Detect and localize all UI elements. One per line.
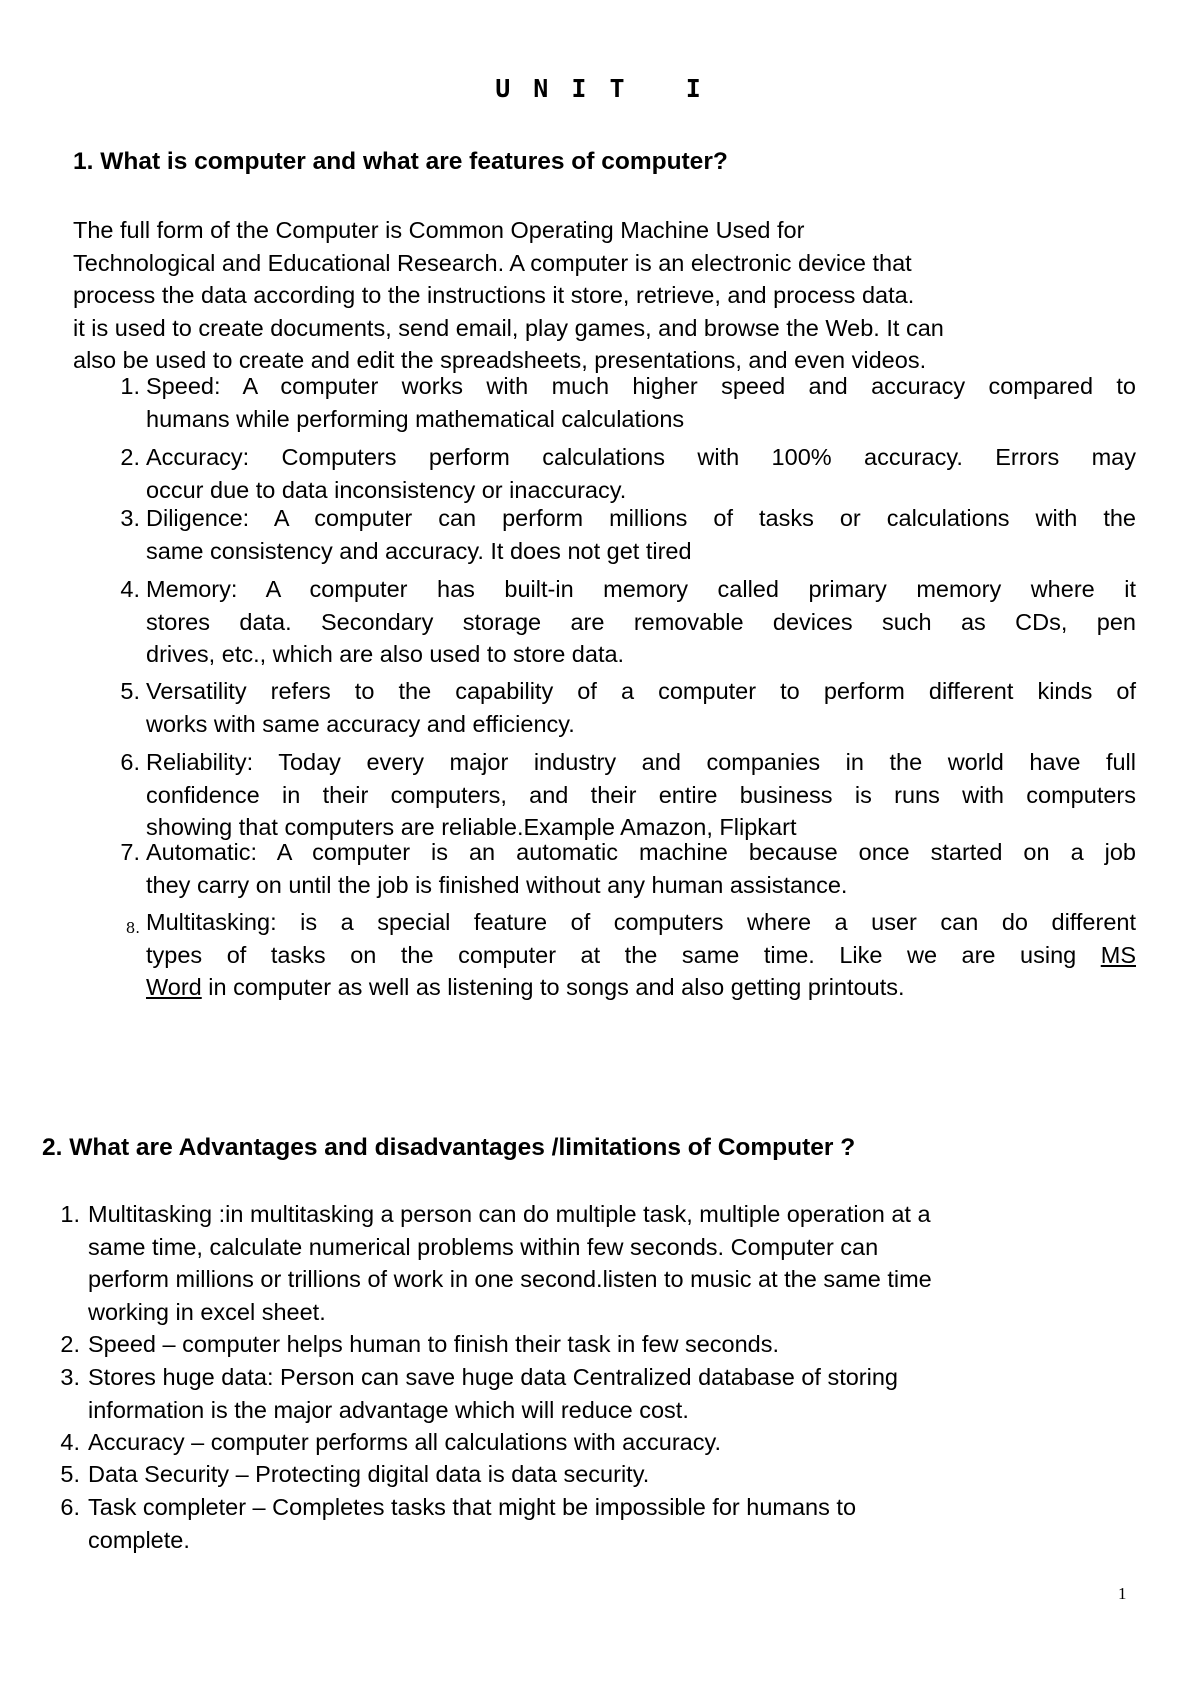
feature-line: Automatic: A computer is an automatic machine because once started on a job bbox=[146, 839, 1136, 865]
list-number: 4. bbox=[120, 576, 140, 602]
list-number: 7. bbox=[120, 839, 140, 865]
advantage-line: Stores huge data: Person can save huge data Centralized database of storing bbox=[88, 1364, 898, 1390]
feature-line: Multitasking: is a special feature of computers where a user can do different bbox=[146, 909, 1136, 935]
intro-line: Technological and Educational Research. A computer is an electronic device that bbox=[73, 249, 912, 276]
advantage-line: perform millions or trillions of work in one second.listen to music at the same time bbox=[88, 1266, 932, 1292]
feature-line: Reliability: Today every major industry and companies in the world have full bbox=[146, 749, 1136, 775]
list-number: 6. bbox=[60, 1494, 80, 1520]
feature-line: Accuracy: Computers perform calculations with 100% accuracy. Errors may bbox=[146, 444, 1136, 470]
intro-line: it is used to create documents, send email, play games, and browse the Web. It can bbox=[73, 314, 944, 341]
ms-word-link-part2[interactable]: Word bbox=[146, 974, 202, 1000]
advantage-line: Speed – computer helps human to finish their task in few seconds. bbox=[88, 1331, 780, 1357]
unit-title: U N I T I bbox=[495, 74, 705, 103]
list-number: 2. bbox=[120, 444, 140, 470]
question-1-intro-paragraph bbox=[73, 214, 1143, 377]
list-number: 3. bbox=[60, 1364, 80, 1390]
ms-word-link-part1[interactable]: MS bbox=[1100, 941, 1136, 968]
feature-line: Memory: A computer has built-in memory called primary memory where it bbox=[146, 576, 1136, 602]
intro-line: process the data according to the instructions it store, retrieve, and process data. bbox=[73, 282, 915, 308]
feature-line: works with same accuracy and efficiency. bbox=[146, 710, 575, 737]
advantage-line: complete. bbox=[88, 1526, 190, 1553]
feature-line bbox=[146, 971, 1136, 1004]
advantage-line: Task completer – Completes tasks that might be impossible for humans to bbox=[88, 1494, 857, 1520]
question-2-heading: 2. What are Advantages and disadvantages /limitations of Computer ? bbox=[42, 1134, 856, 1161]
list-number: 4. bbox=[60, 1429, 80, 1455]
advantage-line: working in excel sheet. bbox=[88, 1298, 326, 1325]
list-number: 8. bbox=[125, 919, 140, 937]
feature-line: Speed: A computer works with much higher speed and accuracy compared to bbox=[146, 373, 1136, 399]
intro-line: also be used to create and edit the spreadsheets, presentations, and even videos. bbox=[73, 347, 927, 373]
question-1-heading: 1. What is computer and what are features of computer? bbox=[73, 148, 728, 175]
list-number: 5. bbox=[60, 1461, 80, 1487]
list-number: 5. bbox=[120, 678, 140, 704]
feature-line: Diligence: A computer can perform millions of tasks or calculations with the bbox=[146, 505, 1136, 531]
feature-line: showing that computers are reliable.Example Amazon, Flipkart bbox=[146, 814, 797, 840]
feature-line: humans while performing mathematical calculations bbox=[146, 405, 685, 432]
feature-line: confidence in their computers, and their entire business is runs with computers bbox=[146, 781, 1136, 808]
advantage-line: same time, calculate numerical problems within few seconds. Computer can bbox=[88, 1233, 879, 1260]
page-number: 1 bbox=[1118, 1584, 1127, 1603]
list-number: 1. bbox=[120, 373, 140, 399]
feature-line-text: in computer as well as listening to songs and also getting printouts. bbox=[208, 974, 905, 1000]
feature-line: same consistency and accuracy. It does not get tired bbox=[146, 537, 692, 564]
list-number: 6. bbox=[120, 749, 140, 775]
feature-line: drives, etc., which are also used to store data. bbox=[146, 641, 625, 667]
feature-line: Versatility refers to the capability of a computer to perform different kinds of bbox=[146, 678, 1136, 704]
advantage-line: Accuracy – computer performs all calculations with accuracy. bbox=[88, 1429, 721, 1455]
list-number: 1. bbox=[60, 1201, 80, 1227]
advantage-line: Multitasking :in multitasking a person can do multiple task, multiple operation at a bbox=[88, 1201, 931, 1227]
advantage-line: information is the major advantage which will reduce cost. bbox=[88, 1396, 689, 1423]
intro-line: The full form of the Computer is Common Operating Machine Used for bbox=[73, 217, 805, 243]
list-number: 3. bbox=[120, 505, 140, 531]
list-number: 2. bbox=[60, 1331, 80, 1357]
feature-line: they carry on until the job is finished without any human assistance. bbox=[146, 871, 848, 898]
advantage-line: Data Security – Protecting digital data is data security. bbox=[88, 1461, 650, 1487]
feature-line bbox=[146, 939, 1136, 972]
feature-line: occur due to data inconsistency or inaccuracy. bbox=[146, 476, 627, 503]
feature-line-text: types of tasks on the computer at the same time. Like we are using bbox=[146, 941, 1101, 968]
feature-line: stores data. Secondary storage are removable devices such as CDs, pen bbox=[146, 608, 1136, 635]
